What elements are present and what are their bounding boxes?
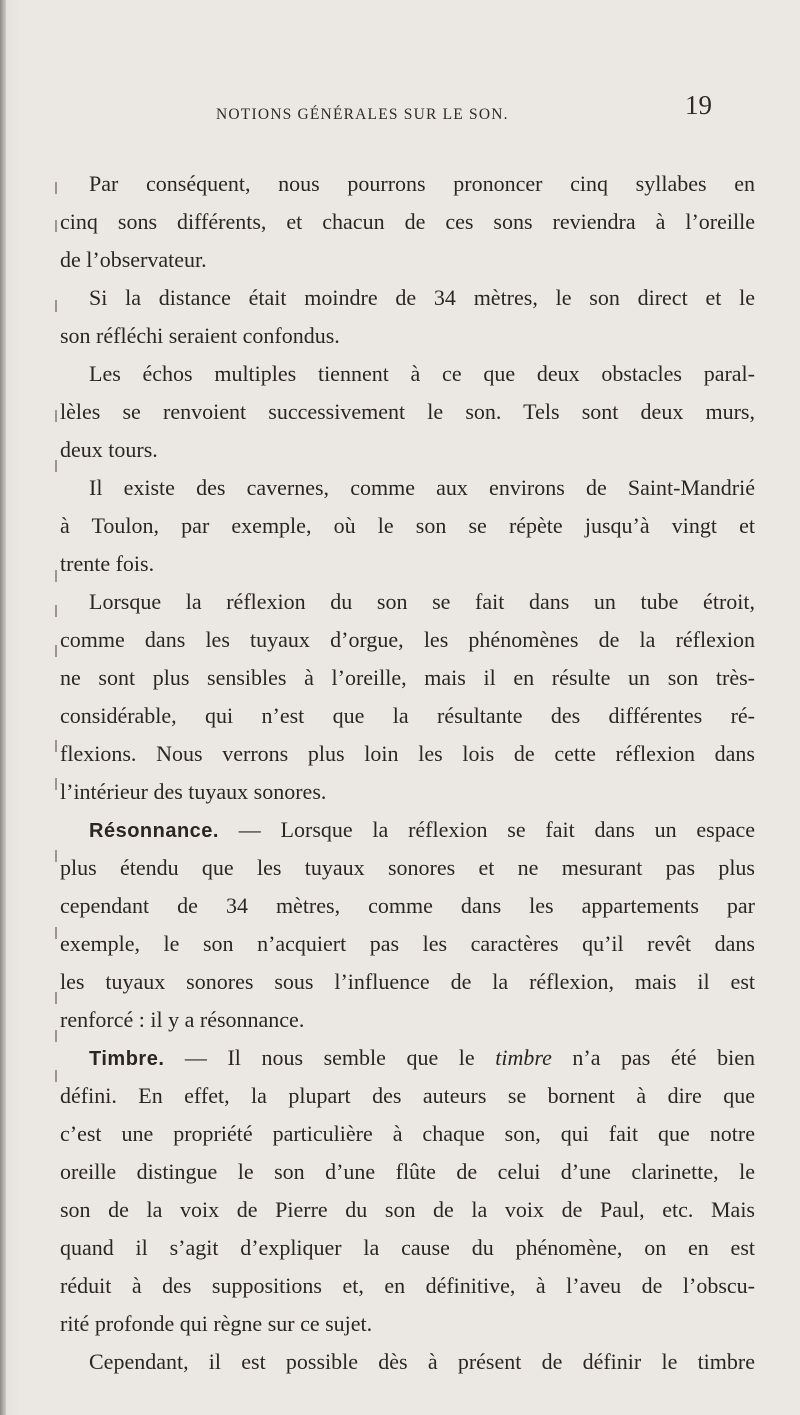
text-line: comme dans les tuyaux d’orgue, les phénomènes de la réflexion: [60, 627, 755, 652]
margin-tick: [55, 778, 57, 790]
margin-tick: [55, 182, 57, 194]
section-heading-resonnance: Résonnance.: [89, 820, 219, 842]
text-line: rité profonde qui règne sur ce sujet.: [60, 1311, 373, 1336]
margin-ticks: [55, 170, 59, 1170]
text-line: ne sont plus sensibles à l’oreille, mais il en résulte un son très-: [60, 665, 755, 690]
text-line: cependant de 34 mètres, comme dans les appartements par: [60, 893, 755, 918]
margin-tick: [55, 460, 57, 472]
page-number: 19: [685, 90, 712, 120]
text-line: [89, 811, 755, 849]
margin-tick: [55, 570, 57, 582]
binding-shadow: [0, 0, 6, 1415]
margin-tick: [55, 605, 57, 617]
running-head: NOTIONS GÉNÉRALES SUR LE SON.: [216, 106, 509, 123]
text-line: considérable, qui n’est que la résultante des différentes ré-: [60, 703, 755, 728]
text-line: flexions. Nous verrons plus loin les lois de cette réflexion dans: [60, 741, 755, 766]
text-run: — Il nous semble que le: [164, 1045, 496, 1070]
margin-tick: [55, 1070, 57, 1082]
italic-term: timbre: [495, 1045, 552, 1070]
text-line: l’intérieur des tuyaux sonores.: [60, 779, 327, 804]
text-line: Lorsque la réflexion du son se fait dans un tube étroit,: [89, 589, 755, 614]
text-line: les tuyaux sonores sous l’influence de la réflexion, mais il est: [60, 969, 755, 994]
section-heading-timbre: Timbre.: [89, 1048, 165, 1070]
text-line: défini. En effet, la plupart des auteurs se bornent à dire que: [60, 1083, 755, 1108]
margin-tick: [55, 220, 57, 232]
text-line: son réfléchi seraient confondus.: [60, 323, 340, 348]
page-header: [216, 86, 716, 126]
margin-tick: [55, 740, 57, 752]
text-line: quand il s’agit d’expliquer la cause du phénomène, on en est: [60, 1235, 755, 1260]
text-line: Il existe des cavernes, comme aux environs de Saint-Mandrié: [89, 475, 755, 500]
margin-tick: [55, 300, 57, 312]
text-line: exemple, le son n’acquiert pas les caractères qu’il revêt dans: [60, 931, 755, 956]
margin-tick: [55, 927, 57, 939]
text-line: Par conséquent, nous pourrons prononcer cinq syllabes en: [89, 171, 755, 196]
text-line: Les échos multiples tiennent à ce que deux obstacles paral-: [89, 361, 755, 386]
text-line: réduit à des suppositions et, en définitive, à l’aveu de l’obscu-: [60, 1273, 755, 1298]
text-line: Cependant, il est possible dès à présent de définir le timbre: [89, 1349, 755, 1374]
text-line: trente fois.: [60, 551, 155, 576]
text-run: n’a pas été bien: [551, 1045, 755, 1070]
text-line: cinq sons différents, et chacun de ces sons reviendra à l’oreille: [60, 209, 755, 234]
text-line: son de la voix de Pierre du son de la voix de Paul, etc. Mais: [60, 1197, 755, 1222]
text-line: à Toulon, par exemple, où le son se répète jusqu’à vingt et: [60, 513, 755, 538]
text-line: plus étendu que les tuyaux sonores et ne mesurant pas plus: [60, 855, 755, 880]
margin-tick: [55, 850, 57, 862]
margin-tick: [55, 992, 57, 1004]
margin-tick: [55, 645, 57, 657]
text-line: [89, 1039, 755, 1077]
text-line: renforcé : il y a résonnance.: [60, 1007, 305, 1032]
text-line: de l’observateur.: [60, 247, 207, 272]
margin-tick: [55, 1030, 57, 1042]
text-line: deux tours.: [60, 437, 158, 462]
text-line: c’est une propriété particulière à chaque son, qui fait que notre: [60, 1121, 755, 1146]
text-line: lèles se renvoient successivement le son. Tels sont deux murs,: [60, 399, 755, 424]
text-run: — Lorsque la réflexion se fait dans un espace: [218, 817, 755, 842]
text-line: oreille distingue le son d’une flûte de celui d’une clarinette, le: [60, 1159, 755, 1184]
text-line: Si la distance était moindre de 34 mètres, le son direct et le: [89, 285, 755, 310]
margin-tick: [55, 410, 57, 422]
